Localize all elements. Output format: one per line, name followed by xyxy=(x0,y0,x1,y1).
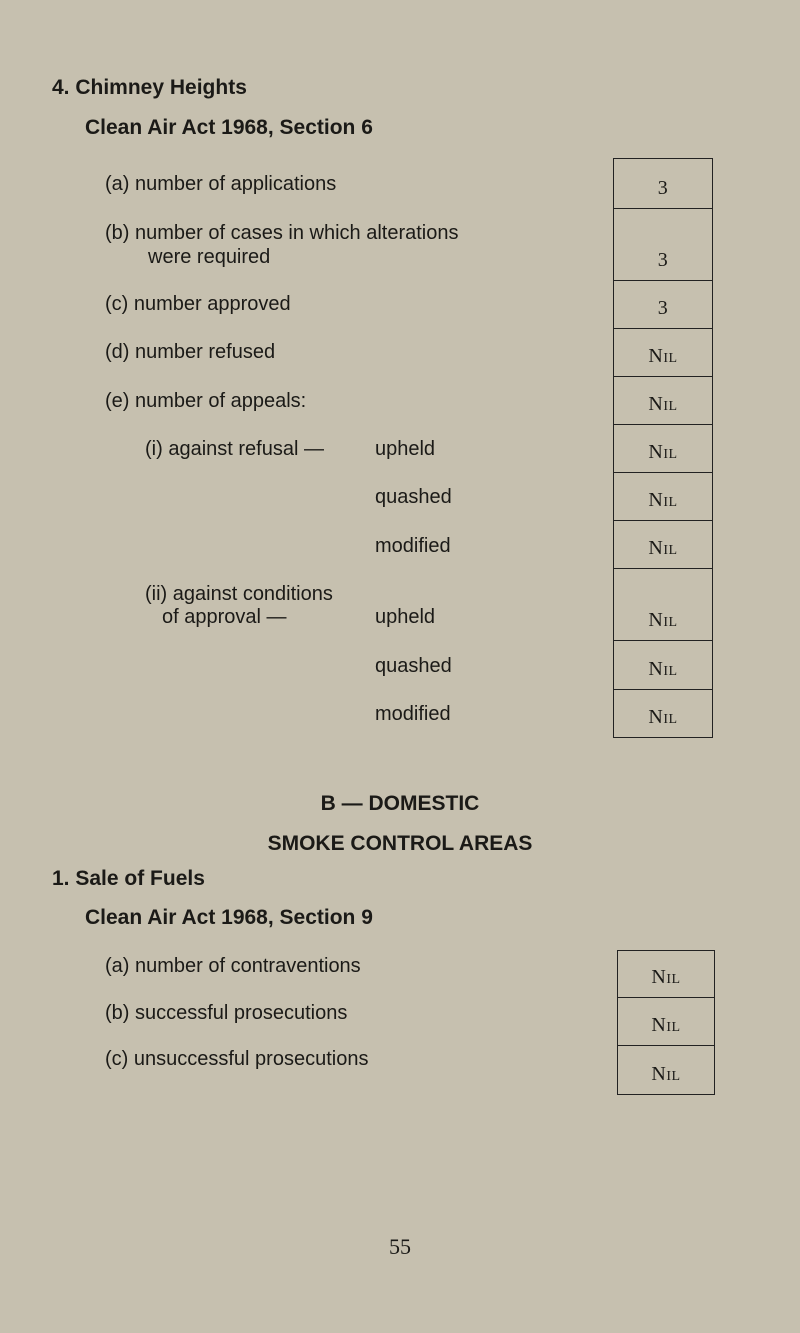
item-sub-upheld: upheld xyxy=(375,438,436,460)
fuel-item-label-c: (c) unsuccessful prosecutions xyxy=(105,1048,369,1070)
value-cell xyxy=(618,997,714,1045)
item-label-e-ii-cont: of approval — xyxy=(162,606,287,628)
value-cell xyxy=(614,568,712,640)
value-text: 3 xyxy=(657,297,669,319)
value-cell xyxy=(618,1045,714,1095)
value-cell xyxy=(614,208,712,280)
value-cell xyxy=(614,424,712,472)
value-text: Nil xyxy=(651,1014,681,1036)
value-cell xyxy=(618,950,714,997)
value-text: Nil xyxy=(648,441,678,463)
value-cell xyxy=(614,376,712,424)
item-sub-modified: modified xyxy=(375,535,451,557)
fuel-values-table xyxy=(617,950,715,1095)
value-cell xyxy=(614,328,712,376)
value-text: Nil xyxy=(651,1063,681,1085)
section-b-act-heading: Clean Air Act 1968, Section 9 xyxy=(85,906,373,929)
values-table xyxy=(613,158,713,738)
item-label-a: (a) number of applications xyxy=(105,173,337,195)
value-cell xyxy=(614,689,712,738)
value-cell xyxy=(614,640,712,689)
fuel-item-label-b: (b) successful prosecutions xyxy=(105,1002,348,1024)
value-text: Nil xyxy=(648,489,678,511)
item-label-e: (e) number of appeals: xyxy=(105,390,307,412)
item-sub-modified-2: modified xyxy=(375,703,451,725)
value-cell xyxy=(614,520,712,568)
value-text: 3 xyxy=(657,177,669,199)
section-b-heading: B — DOMESTIC xyxy=(320,792,480,815)
item-label-d: (d) number refused xyxy=(105,341,276,363)
fuel-item-label-a: (a) number of contraventions xyxy=(105,955,361,977)
sale-of-fuels-heading: 1. Sale of Fuels xyxy=(52,867,205,890)
value-text: Nil xyxy=(648,393,678,415)
value-text: Nil xyxy=(648,537,678,559)
value-text: Nil xyxy=(648,706,678,728)
page-number: 55 xyxy=(389,1234,411,1259)
section-subheading: Clean Air Act 1968, Section 6 xyxy=(85,116,373,139)
value-text: Nil xyxy=(648,658,678,680)
item-sub-upheld-2: upheld xyxy=(375,606,436,628)
item-label-c: (c) number approved xyxy=(105,293,291,315)
item-label-e-i: (i) against refusal — xyxy=(145,438,324,460)
item-sub-quashed-2: quashed xyxy=(375,655,452,677)
section-b-subheading: SMOKE CONTROL AREAS xyxy=(267,832,533,855)
section-heading: 4. Chimney Heights xyxy=(52,76,247,99)
value-cell xyxy=(614,472,712,520)
value-text: Nil xyxy=(648,609,678,631)
item-label-b: (b) number of cases in which alterations xyxy=(105,222,459,244)
item-label-e-ii: (ii) against conditions xyxy=(145,583,333,605)
value-text: Nil xyxy=(651,966,681,988)
item-label-b-cont: were required xyxy=(148,246,271,268)
value-text: Nil xyxy=(648,345,678,367)
value-cell xyxy=(614,280,712,328)
item-sub-quashed: quashed xyxy=(375,486,452,508)
value-cell xyxy=(614,158,712,208)
value-text: 3 xyxy=(657,249,669,271)
